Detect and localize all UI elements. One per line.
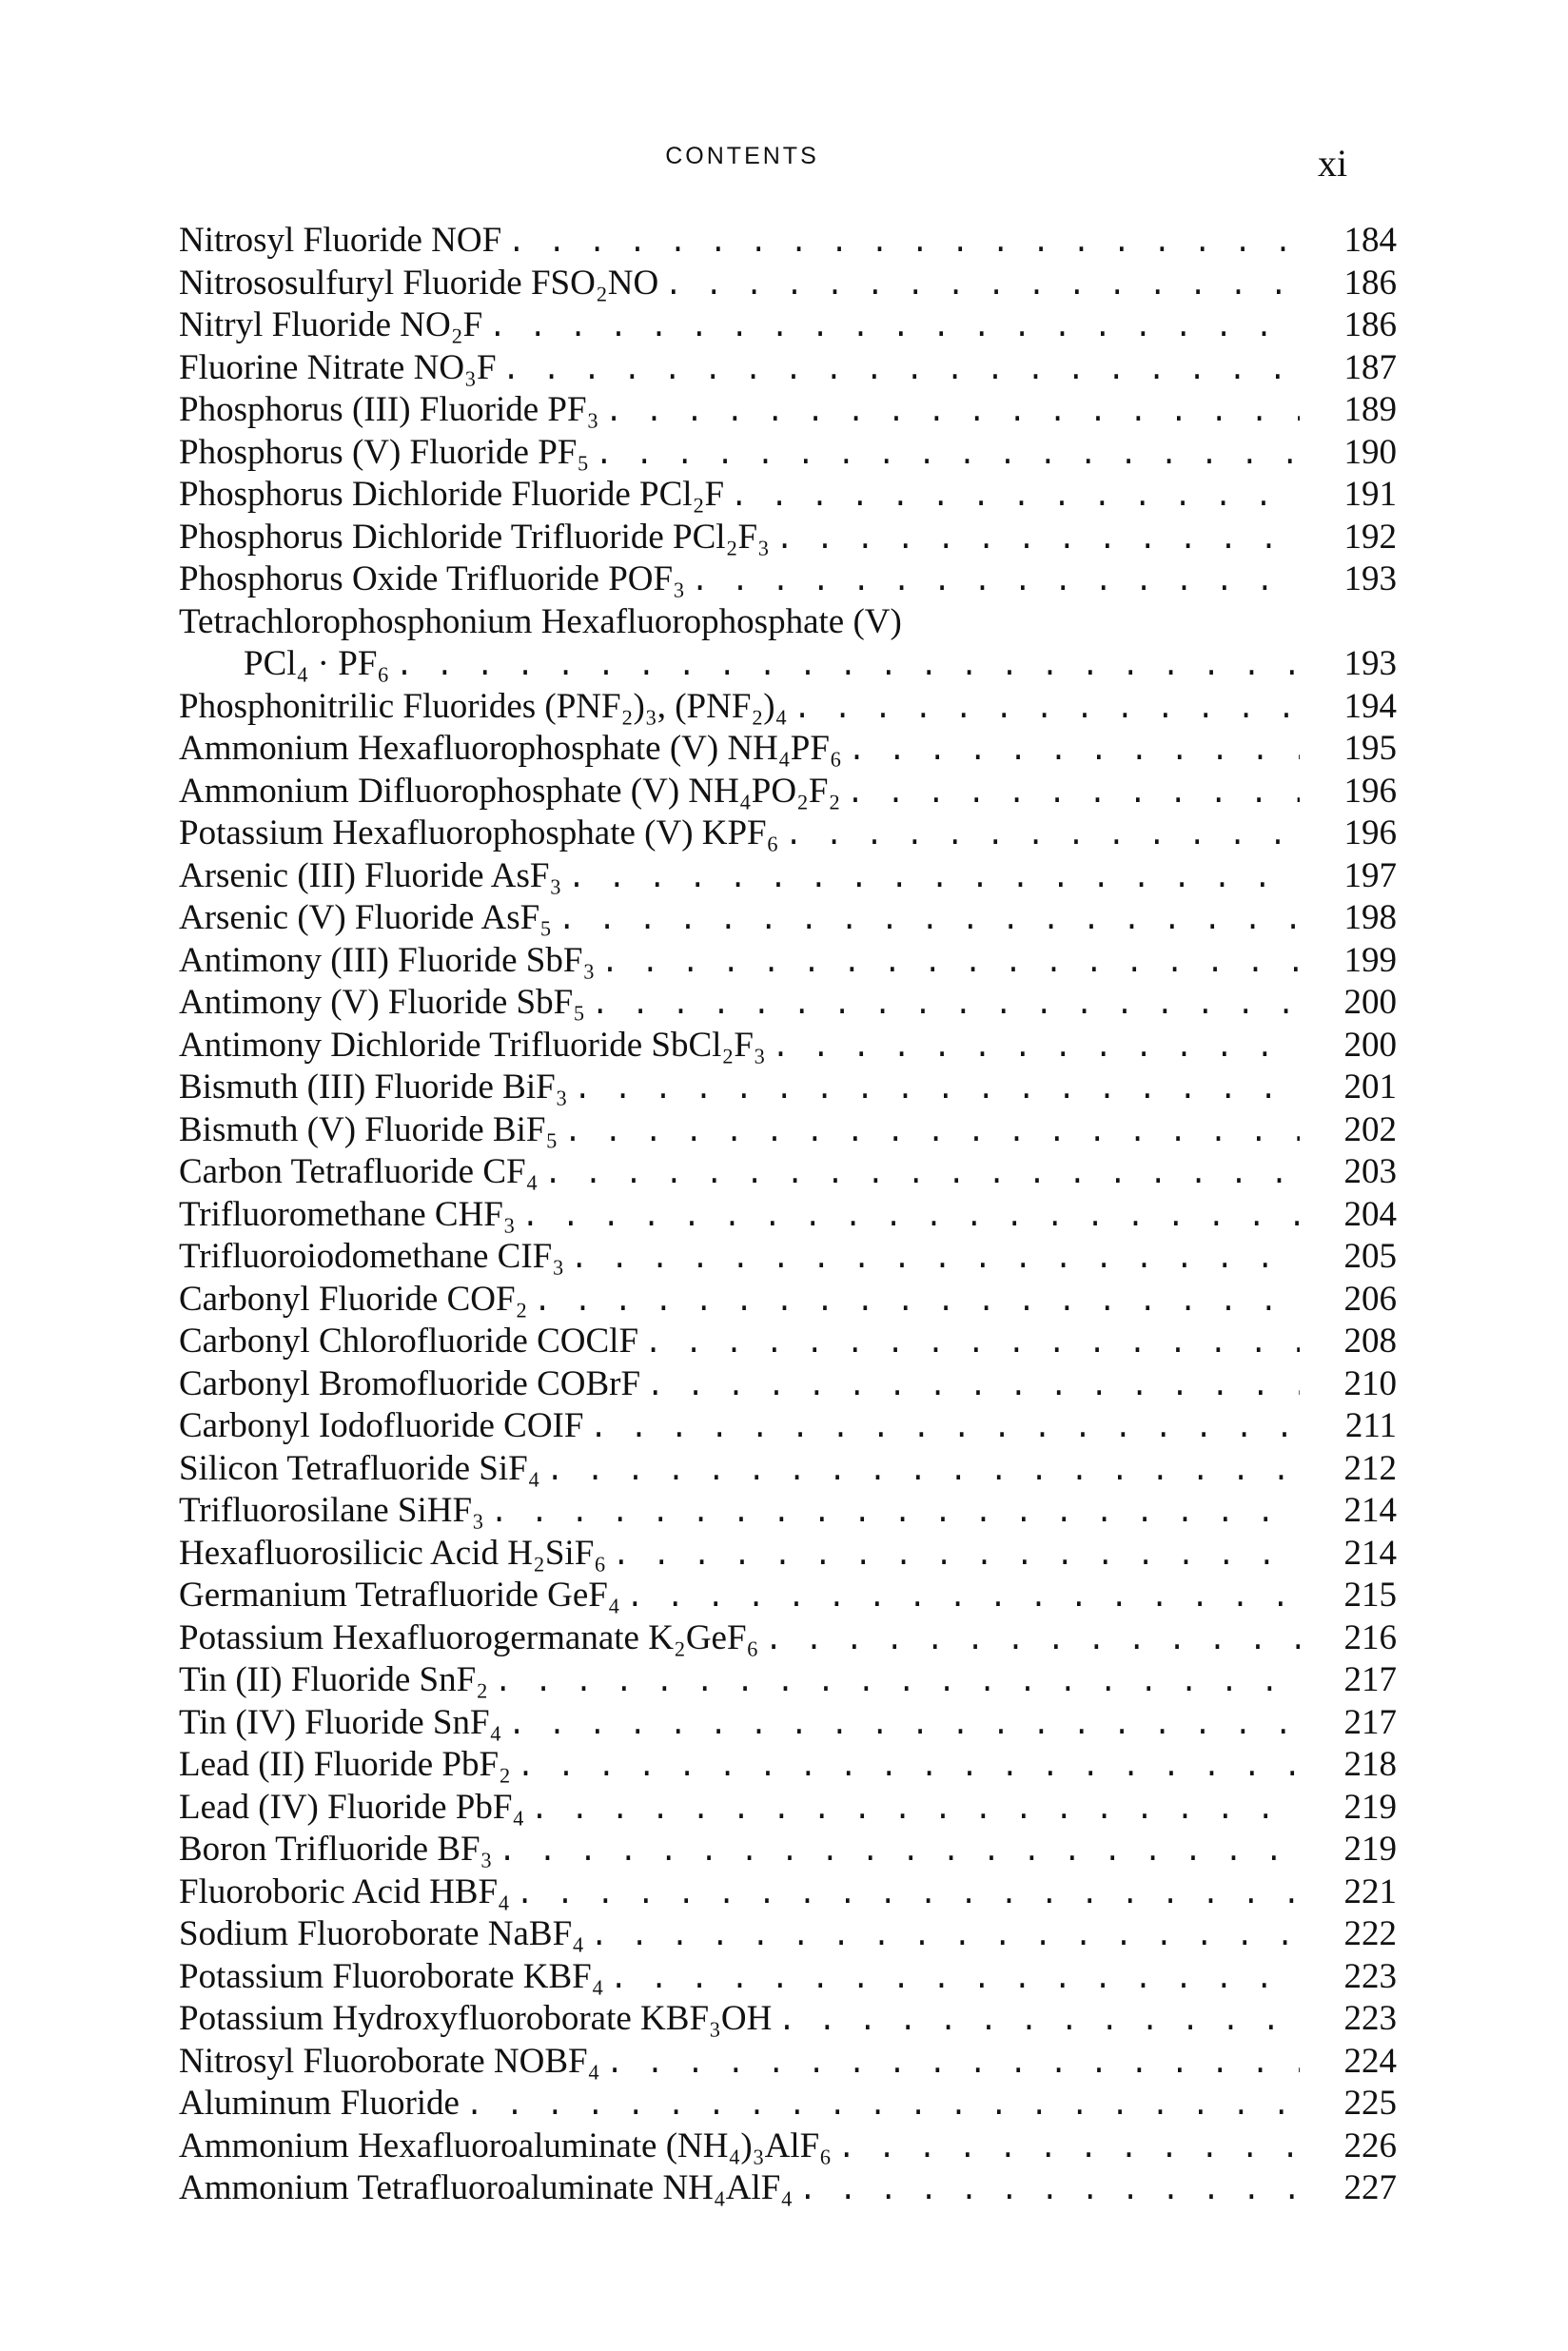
toc-entry	[179, 1151, 1397, 1194]
toc-entry	[179, 517, 1397, 559]
dot-leader	[798, 2173, 1300, 2208]
page-number: xi	[1318, 142, 1348, 185]
dot-leader	[558, 903, 1300, 938]
toc-entry	[179, 601, 1397, 644]
dot-leader	[600, 946, 1300, 981]
toc-entry	[179, 1025, 1397, 1068]
toc-entry-title: Ammonium Hexafluoroaluminate (NH₄)₃AlF₆	[179, 2126, 833, 2165]
dot-leader	[499, 1834, 1300, 1870]
toc-entry-page: 189	[1343, 390, 1397, 429]
dot-leader	[777, 2004, 1300, 2039]
dot-leader	[764, 1623, 1300, 1658]
toc-entry-title: Germanium Tetrafluoride GeF₄	[179, 1576, 620, 1615]
dot-leader	[691, 564, 1300, 599]
dot-leader	[846, 776, 1300, 812]
toc-entry-title: Tin (II) Fluoride SnF₂	[179, 1660, 489, 1699]
dot-leader	[646, 1369, 1300, 1404]
toc-entry	[179, 2083, 1397, 2126]
toc-entry-title: Phosphorus Oxide Trifluoride POF₃	[179, 559, 686, 598]
toc-entry-page: 200	[1343, 1025, 1397, 1065]
toc-entry-title: Carbonyl Fluoride COF₂	[179, 1279, 528, 1319]
dot-leader	[465, 2088, 1300, 2124]
toc-entry	[179, 771, 1397, 813]
toc-entry-title: Nitrososulfuryl Fluoride FSO₂NO	[179, 263, 659, 303]
dot-leader	[502, 353, 1300, 388]
toc-entry	[179, 1702, 1397, 1745]
toc-entry-title: Ammonium Tetrafluoroaluminate NH₄AlF₄	[179, 2168, 794, 2207]
toc-entry	[179, 1829, 1397, 1871]
toc-entry-page: 200	[1343, 983, 1397, 1022]
toc-entry	[179, 940, 1397, 983]
dot-leader	[595, 438, 1300, 473]
toc-entry	[179, 474, 1397, 517]
toc-entry-page: 214	[1343, 1533, 1397, 1573]
dot-leader	[521, 1200, 1300, 1235]
toc-entry-title: Phosphorus (V) Fluoride PF₅	[179, 432, 590, 472]
toc-entry	[179, 1787, 1397, 1830]
toc-entry-page: 219	[1343, 1830, 1397, 1869]
toc-entry	[179, 1363, 1397, 1406]
toc-entry-title: Bismuth (V) Fluoride BiF₅	[179, 1109, 559, 1149]
toc-entry-title: Aluminum Fluoride	[179, 2084, 460, 2123]
dot-leader	[794, 692, 1300, 727]
toc-entry-page: 212	[1343, 1448, 1397, 1488]
toc-entry	[179, 1871, 1397, 1914]
dot-leader	[574, 1072, 1300, 1107]
toc-entry-title: Antimony (V) Fluoride SbF₅	[179, 983, 586, 1022]
toc-entry-title: Sodium Fluoroborate NaBF₄	[179, 1914, 585, 1953]
toc-entry	[179, 855, 1397, 898]
toc-entry-title: Potassium Fluoroborate KBF₄	[179, 1956, 604, 1996]
toc-entry-title: Potassium Hexafluorogermanate K₂GeF₆	[179, 1617, 759, 1657]
dot-leader	[775, 522, 1300, 558]
dot-leader	[664, 268, 1300, 304]
toc-entry-title: Ammonium Difluorophosphate (V) NH₄PO₂F₂	[179, 771, 841, 811]
toc-entry-page: 195	[1343, 729, 1397, 768]
toc-entry-page: 186	[1343, 305, 1397, 344]
toc-entry	[179, 1956, 1397, 1999]
toc-entry-title: Phosphorus Dichloride Fluoride PCl₂F	[179, 475, 725, 514]
dot-leader	[546, 1454, 1300, 1489]
toc-entry-title: Tin (IV) Fluoride SnF₄	[179, 1702, 502, 1742]
dot-leader	[544, 1157, 1301, 1192]
toc-entry	[179, 1913, 1397, 1956]
toc-entry-title: Nitrosyl Fluoride NOF	[179, 221, 502, 260]
dot-leader	[570, 1242, 1300, 1277]
dot-leader	[589, 1411, 1300, 1446]
dot-leader	[563, 1115, 1300, 1150]
dot-leader	[533, 1284, 1300, 1320]
toc-entry-page: 186	[1343, 263, 1397, 303]
toc-entry-page: 222	[1343, 1914, 1397, 1953]
toc-entry-page: 203	[1343, 1152, 1397, 1191]
dot-leader	[517, 1750, 1300, 1785]
toc-entry-title: Fluoroboric Acid HBF₄	[179, 1871, 510, 1911]
toc-entry-title: Fluorine Nitrate NO₃F	[179, 347, 497, 387]
toc-entry-page: 196	[1343, 813, 1397, 852]
toc-entry-page: 214	[1343, 1491, 1397, 1530]
toc-entry-page: 210	[1343, 1363, 1397, 1403]
toc-entry	[179, 2167, 1397, 2210]
toc-entry-title: Hexafluorosilicic Acid H₂SiF₆	[179, 1533, 607, 1573]
dot-leader	[644, 1326, 1300, 1362]
toc-entry-page: 227	[1343, 2168, 1397, 2207]
toc-entry-title: Trifluorosilane SiHF₃	[179, 1491, 484, 1530]
toc-entry-page: 198	[1343, 898, 1397, 937]
toc-entry-page: 184	[1343, 221, 1397, 260]
toc-entry-page: 226	[1343, 2126, 1397, 2165]
toc-entry	[179, 1236, 1397, 1279]
toc-entry-page: 197	[1343, 855, 1397, 895]
toc-entry-page: 191	[1343, 475, 1397, 514]
toc-entry-page: 211	[1344, 1406, 1397, 1445]
dot-leader	[772, 1030, 1300, 1066]
toc-entry-page: 208	[1343, 1322, 1397, 1361]
toc-entry	[179, 897, 1397, 940]
toc-entry-page: 190	[1343, 432, 1397, 472]
toc-entry-page: 202	[1343, 1109, 1397, 1149]
toc-entry-title: Potassium Hexafluorophosphate (V) KPF₆	[179, 813, 779, 852]
toc-entry-page: 223	[1343, 1956, 1397, 1996]
toc-entry-title: Carbonyl Bromofluoride COBrF	[179, 1363, 641, 1403]
dot-leader	[395, 649, 1300, 684]
toc-entry-page: 187	[1343, 347, 1397, 387]
dot-leader	[785, 818, 1300, 853]
toc-entry-title: Trifluoroiodomethane CIF₃	[179, 1237, 565, 1276]
running-header: CONTENTS	[665, 143, 819, 169]
toc-entry	[179, 389, 1397, 432]
dot-leader	[606, 2047, 1300, 2082]
toc-entry	[179, 1279, 1397, 1322]
toc-entry-page: 224	[1343, 2041, 1397, 2081]
toc-entry	[179, 1405, 1397, 1448]
toc-entry-page: 218	[1343, 1745, 1397, 1784]
toc-entry-page: 192	[1343, 517, 1397, 557]
toc-entry-title: Carbon Tetrafluoride CF₄	[179, 1152, 539, 1191]
toc-entry-title: Phosphorus (III) Fluoride PF₃	[179, 390, 599, 429]
toc-entry-page: 206	[1343, 1279, 1397, 1319]
toc-entry-page: 193	[1343, 559, 1397, 598]
toc-entry-page: 216	[1343, 1617, 1397, 1657]
toc-entry-title: Antimony Dichloride Trifluoride SbCl₂F₃	[179, 1025, 766, 1065]
toc-entry-page: 194	[1343, 686, 1397, 726]
toc-entry-title: Silicon Tetrafluoride SiF₄	[179, 1448, 540, 1488]
toc-entry-page: 199	[1343, 940, 1397, 980]
toc-entry-title: Phosphonitrilic Fluorides (PNF₂)₃, (PNF₂)₄	[179, 686, 788, 726]
toc-entry	[179, 1109, 1397, 1152]
dot-leader	[591, 988, 1300, 1023]
toc-entry-title: Boron Trifluoride BF₃	[179, 1830, 493, 1869]
toc-entry-title: Bismuth (III) Fluoride BiF₃	[179, 1068, 568, 1107]
toc-entry-title: Lead (IV) Fluoride PbF₄	[179, 1787, 525, 1827]
toc-entry	[179, 1067, 1397, 1109]
toc-entry-page: 201	[1343, 1068, 1397, 1107]
dot-leader	[626, 1580, 1300, 1616]
toc-entry	[179, 686, 1397, 729]
dot-leader	[730, 480, 1300, 515]
toc-entry-title: Nitryl Fluoride NO₂F	[179, 305, 483, 344]
toc-entry-page: 217	[1343, 1702, 1397, 1742]
toc-entry-title: PCl₄ · PF₆	[244, 644, 390, 683]
toc-entry	[179, 347, 1397, 390]
dot-leader	[490, 1496, 1300, 1531]
toc-entry	[179, 813, 1397, 855]
dot-leader	[488, 310, 1300, 345]
dot-leader	[494, 1665, 1300, 1700]
toc-entry-page: 204	[1343, 1194, 1397, 1234]
toc-entry	[179, 1533, 1397, 1576]
toc-entry	[179, 304, 1397, 347]
dot-leader	[837, 2131, 1300, 2166]
toc-entry	[179, 1490, 1397, 1533]
toc-entry	[179, 2126, 1397, 2168]
toc-entry-page: 221	[1343, 1871, 1397, 1911]
toc-entry	[179, 1744, 1397, 1787]
toc-entry	[179, 1575, 1397, 1617]
toc-entry-title: Arsenic (III) Fluoride AsF₃	[179, 855, 562, 895]
toc-entry	[179, 643, 1397, 686]
dot-leader	[507, 1708, 1300, 1743]
toc-entry	[179, 432, 1397, 475]
toc-entry-page: 193	[1343, 644, 1397, 683]
toc-entry	[179, 220, 1397, 263]
toc-entry	[179, 1659, 1397, 1702]
toc-entry-page: 217	[1343, 1660, 1397, 1699]
toc-entry-page: 196	[1343, 771, 1397, 811]
dot-leader	[612, 1538, 1300, 1574]
toc-entry	[179, 2041, 1397, 2084]
toc-entry-page: 219	[1343, 1787, 1397, 1827]
toc-entry-title: Arsenic (V) Fluoride AsF₅	[179, 898, 553, 937]
toc-entry	[179, 1617, 1397, 1660]
toc-entry-title: Ammonium Hexafluorophosphate (V) NH₄PF₆	[179, 729, 842, 768]
toc-entry-page: 223	[1343, 1999, 1397, 2038]
toc-entry-title: Lead (II) Fluoride PbF₂	[179, 1745, 511, 1784]
dot-leader	[848, 734, 1300, 769]
dot-leader	[605, 395, 1301, 430]
dot-leader	[507, 225, 1300, 261]
toc-entry	[179, 728, 1397, 771]
table-of-contents	[179, 220, 1397, 2210]
toc-entry-title: Nitrosyl Fluoroborate NOBF₄	[179, 2041, 600, 2081]
toc-entry	[179, 263, 1397, 305]
dot-leader	[590, 1919, 1300, 1954]
toc-entry-title: Phosphorus Dichloride Trifluoride PCl₂F₃	[179, 517, 770, 557]
toc-entry-title: Tetrachlorophosphonium Hexafluorophosphate (V)	[179, 601, 902, 641]
toc-entry-page: 215	[1343, 1576, 1397, 1615]
toc-entry-title: Carbonyl Chlorofluoride COClF	[179, 1322, 639, 1361]
toc-entry	[179, 1998, 1397, 2041]
dot-leader	[567, 861, 1300, 896]
dot-leader	[530, 1793, 1300, 1828]
toc-entry-title: Potassium Hydroxyfluoroborate KBF₃OH	[179, 1999, 773, 2038]
toc-entry-title: Antimony (III) Fluoride SbF₃	[179, 940, 596, 980]
toc-entry-page: 205	[1343, 1237, 1397, 1276]
toc-entry	[179, 1321, 1397, 1363]
toc-entry-page: 225	[1343, 2084, 1397, 2123]
toc-entry	[179, 1194, 1397, 1237]
dot-leader	[610, 1962, 1300, 1997]
toc-entry	[179, 982, 1397, 1025]
dot-leader	[516, 1877, 1300, 1912]
toc-entry-title: Carbonyl Iodofluoride COIF	[179, 1406, 584, 1445]
toc-entry	[179, 1448, 1397, 1491]
toc-entry	[179, 558, 1397, 601]
toc-entry-title: Trifluoromethane CHF₃	[179, 1194, 516, 1234]
